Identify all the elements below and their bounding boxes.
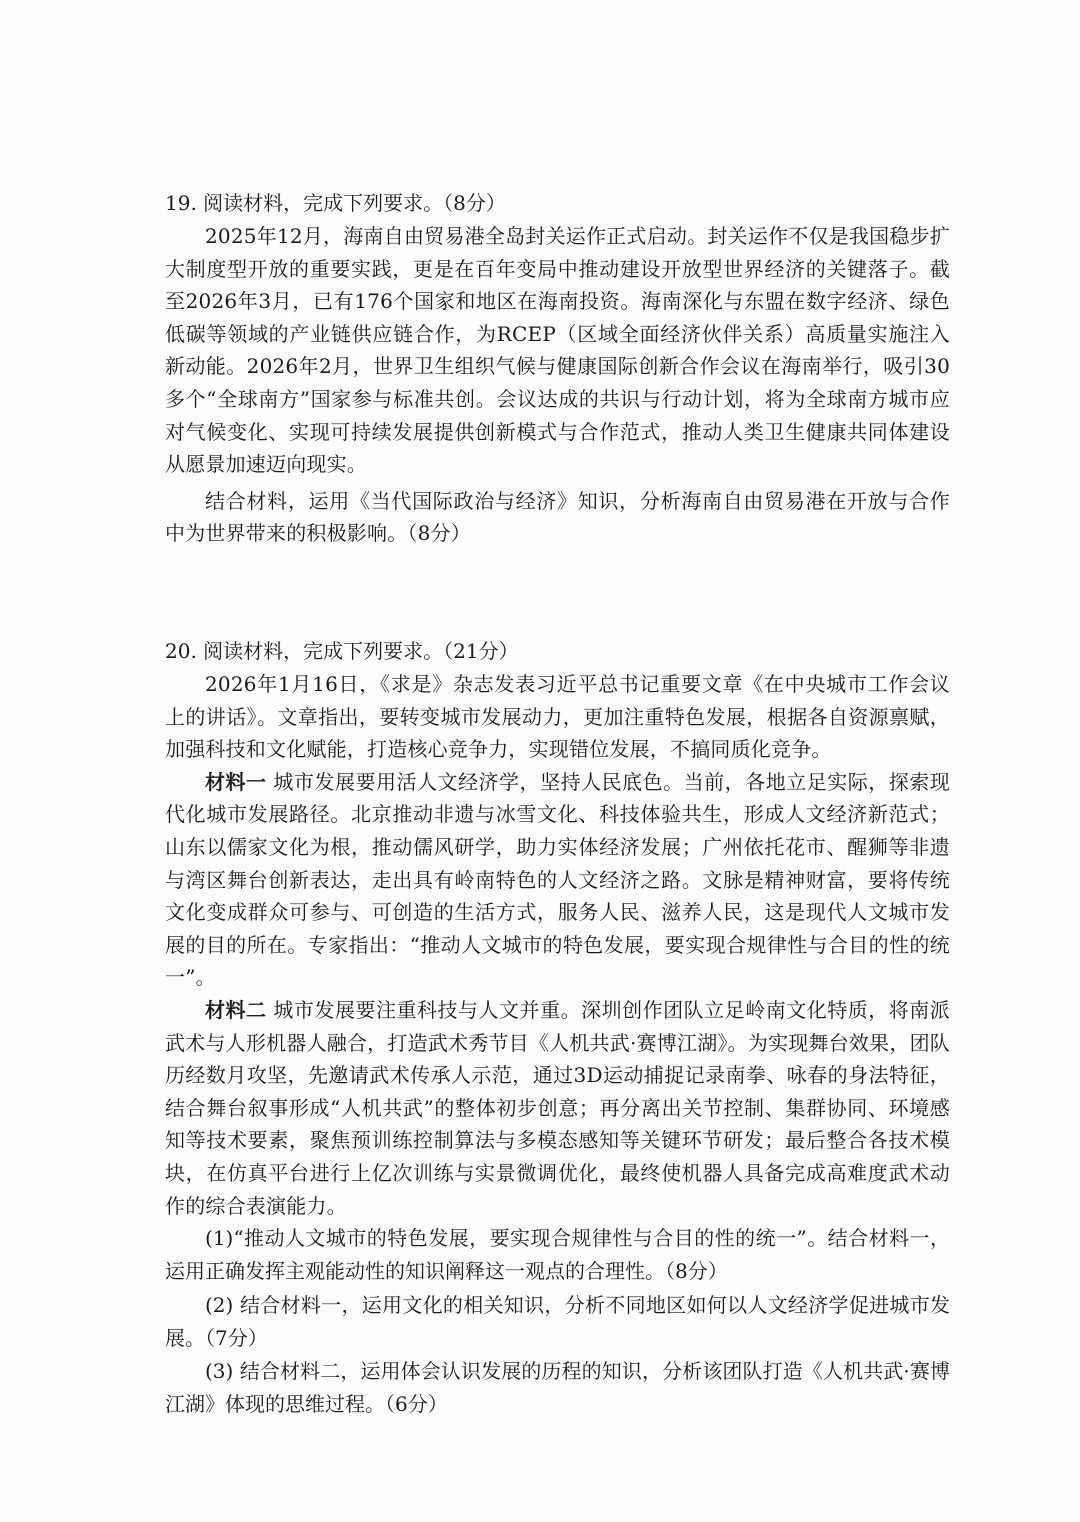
question-20-sub-1: (1)“推动人文城市的特色发展，要实现合规律性与合目的性的统一”。结合材料一，运用正确发挥主观能动性的知识阐释这一观点的合理性。（8分） (165, 1226, 950, 1284)
question-19 (165, 186, 950, 550)
question-19-prompt: 结合材料，运用《当代国际政治与经济》知识，分析海南自由贸易港在开放与合作中为世界带来的积极影响。（8分） (165, 488, 950, 546)
material-one-text: 城市发展要用活人文经济学，坚持人民底色。当前，各地立足实际，探索现代化城市发展路径。北京推动非遗与冰雪文化、科技体验共生，形成人文经济新范式；山东以儒家文化为根，推动儒风研学，助力实体经济发展；广州依托花市、醒狮等非遗与湾区舞台创新表达，走出具有岭南特色的人文经济之路。文脉是精神财富，要将传统文化变成群众可参与、可创造的生活方式，服务人民、滋养人民，这是现代人文城市发展的目的所在。专家指出：“推动人文城市的特色发展，要实现合规律性与合目的性的统一”。 (165, 769, 950, 990)
question-20-sub-2: (2) 结合材料一，运用文化的相关知识，分析不同地区如何以人文经济学促进城市发展。（7分） (165, 1292, 950, 1350)
material-one-label: 材料一 (205, 769, 267, 794)
question-20-intro: 2026年1月16日，《求是》杂志发表习近平总书记重要文章《在中央城市工作会议上的讲话》。文章指出，要转变城市发展动力，更加注重特色发展，根据各自资源禀赋，加强科技和文化赋能，打造核心竞争力，实现错位发展，不搞同质化竞争。 (165, 672, 950, 762)
question-19-material: 2025年12月，海南自由贸易港全岛封关运作正式启动。封关运作不仅是我国稳步扩大制度型开放的重要实践，更是在百年变局中推动建设开放型世界经济的关键落子。截至2026年3月，已有176个国家和地区在海南投资。海南深化与东盟在数字经济、绿色低碳等领域的产业链供应链合作，为RCEP（区域全面经济伙伴关系）高质量实施注入新动能。2026年2月，世界卫生组织气候与健康国际创新合作会议在海南举行，吸引30多个“全球南方”国家参与标准共创。会议达成的共识与行动计划，将为全球南方城市应对气候变化、实现可持续发展提供创新模式与合作范式，推动人类卫生健康共同体建设从愿景加速迈向现实。 (165, 224, 950, 477)
material-two-label: 材料二 (205, 997, 267, 1022)
question-20-material-two (165, 994, 950, 1222)
question-20-sub-3: (3) 结合材料二，运用体会认识发展的历程的知识，分析该团队打造《人机共武·赛博江湖》体现的思维过程。（6分） (165, 1358, 950, 1417)
question-19-title: 19. 阅读材料，完成下列要求。（8分） (165, 191, 506, 215)
question-20-material-one (165, 766, 950, 994)
question-20-title: 20. 阅读材料，完成下列要求。（21分） (165, 639, 519, 663)
material-two-text: 城市发展要注重科技与人文并重。深圳创作团队立足岭南文化特质，将南派武术与人形机器人融合，打造武术秀节目《人机共武·赛博江湖》。为实现舞台效果，团队历经数月攻坚，先邀请武术传承人示范，通过3D运动捕捉记录南拳、咏春的身法特征，结合舞台叙事形成“人机共武”的整体初步创意；再分离出关节控制、集群协同、环境感知等技术要素，聚焦预训练控制算法与多模态感知等关键环节研发；最后整合各技术模块，在仿真平台进行上亿次训练与实景微调优化，最终使机器人具备完成高难度武术动作的综合表演能力。 (165, 997, 950, 1218)
question-20 (165, 634, 950, 1421)
